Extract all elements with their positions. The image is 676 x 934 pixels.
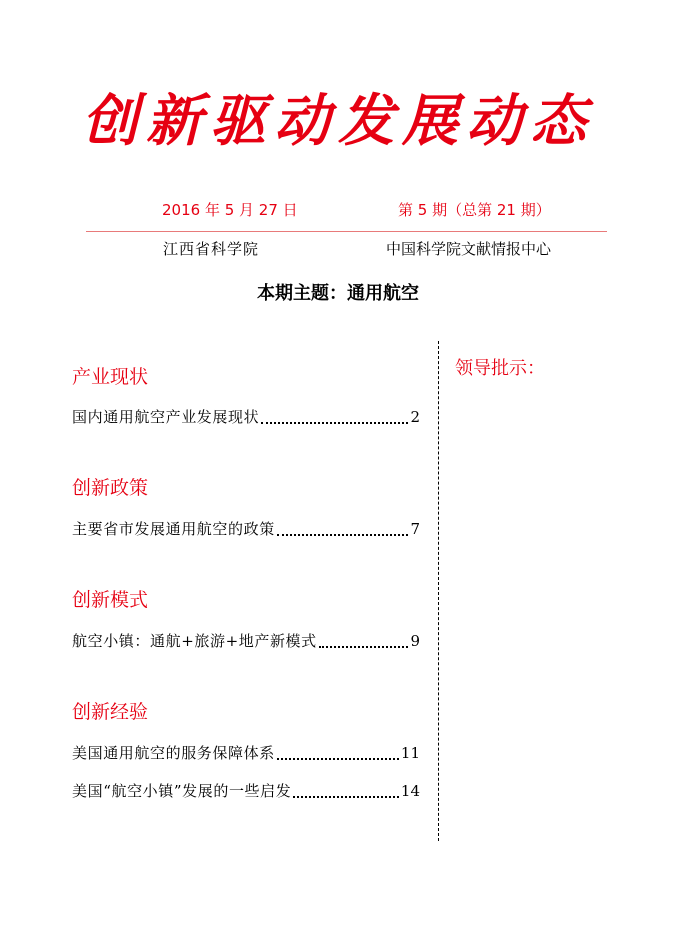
toc-item-text: 国内通用航空产业发展现状 — [72, 408, 260, 426]
toc-item[interactable] — [72, 780, 420, 802]
toc-item[interactable] — [72, 742, 420, 764]
section-title-industry-status: 产业现状 — [72, 366, 149, 388]
issue-date: 2016 年 5 月 27 日 — [162, 201, 298, 219]
toc-leader-dots — [277, 534, 409, 536]
toc-item-page: 14 — [400, 782, 420, 800]
section-title-innovation-policy: 创新政策 — [72, 477, 149, 499]
toc-item-text: 航空小镇：通航+旅游+地产新模式 — [72, 632, 317, 650]
toc-leader-dots — [293, 796, 399, 798]
issue-theme: 本期主题：通用航空 — [257, 283, 419, 304]
toc-item-page: 9 — [410, 632, 420, 650]
header-rule — [86, 231, 607, 232]
toc-item-page: 2 — [410, 408, 420, 426]
section-title-innovation-experience: 创新经验 — [72, 701, 149, 723]
toc-item[interactable] — [72, 518, 420, 540]
toc-item[interactable] — [72, 406, 420, 428]
toc-item-text: 美国通用航空的服务保障体系 — [72, 744, 275, 762]
publisher-left: 江西省科学院 — [163, 240, 260, 258]
toc-leader-dots — [261, 422, 408, 424]
leader-note-label: 领导批示： — [455, 358, 545, 379]
toc-item-page: 7 — [410, 520, 420, 538]
issue-number: 第 5 期（总第 21 期） — [398, 201, 551, 219]
column-divider — [438, 341, 439, 841]
toc-item-text: 主要省市发展通用航空的政策 — [72, 520, 275, 538]
toc-item[interactable] — [72, 630, 420, 652]
section-title-innovation-model: 创新模式 — [72, 589, 149, 611]
toc-item-page: 11 — [400, 744, 420, 762]
toc-leader-dots — [277, 758, 399, 760]
publisher-right: 中国科学院文献情报中心 — [386, 240, 552, 258]
toc-item-text: 美国“航空小镇”发展的一些启发 — [72, 782, 292, 800]
toc-leader-dots — [319, 646, 409, 648]
masthead-title: 创新驱动发展动态 — [82, 88, 594, 154]
